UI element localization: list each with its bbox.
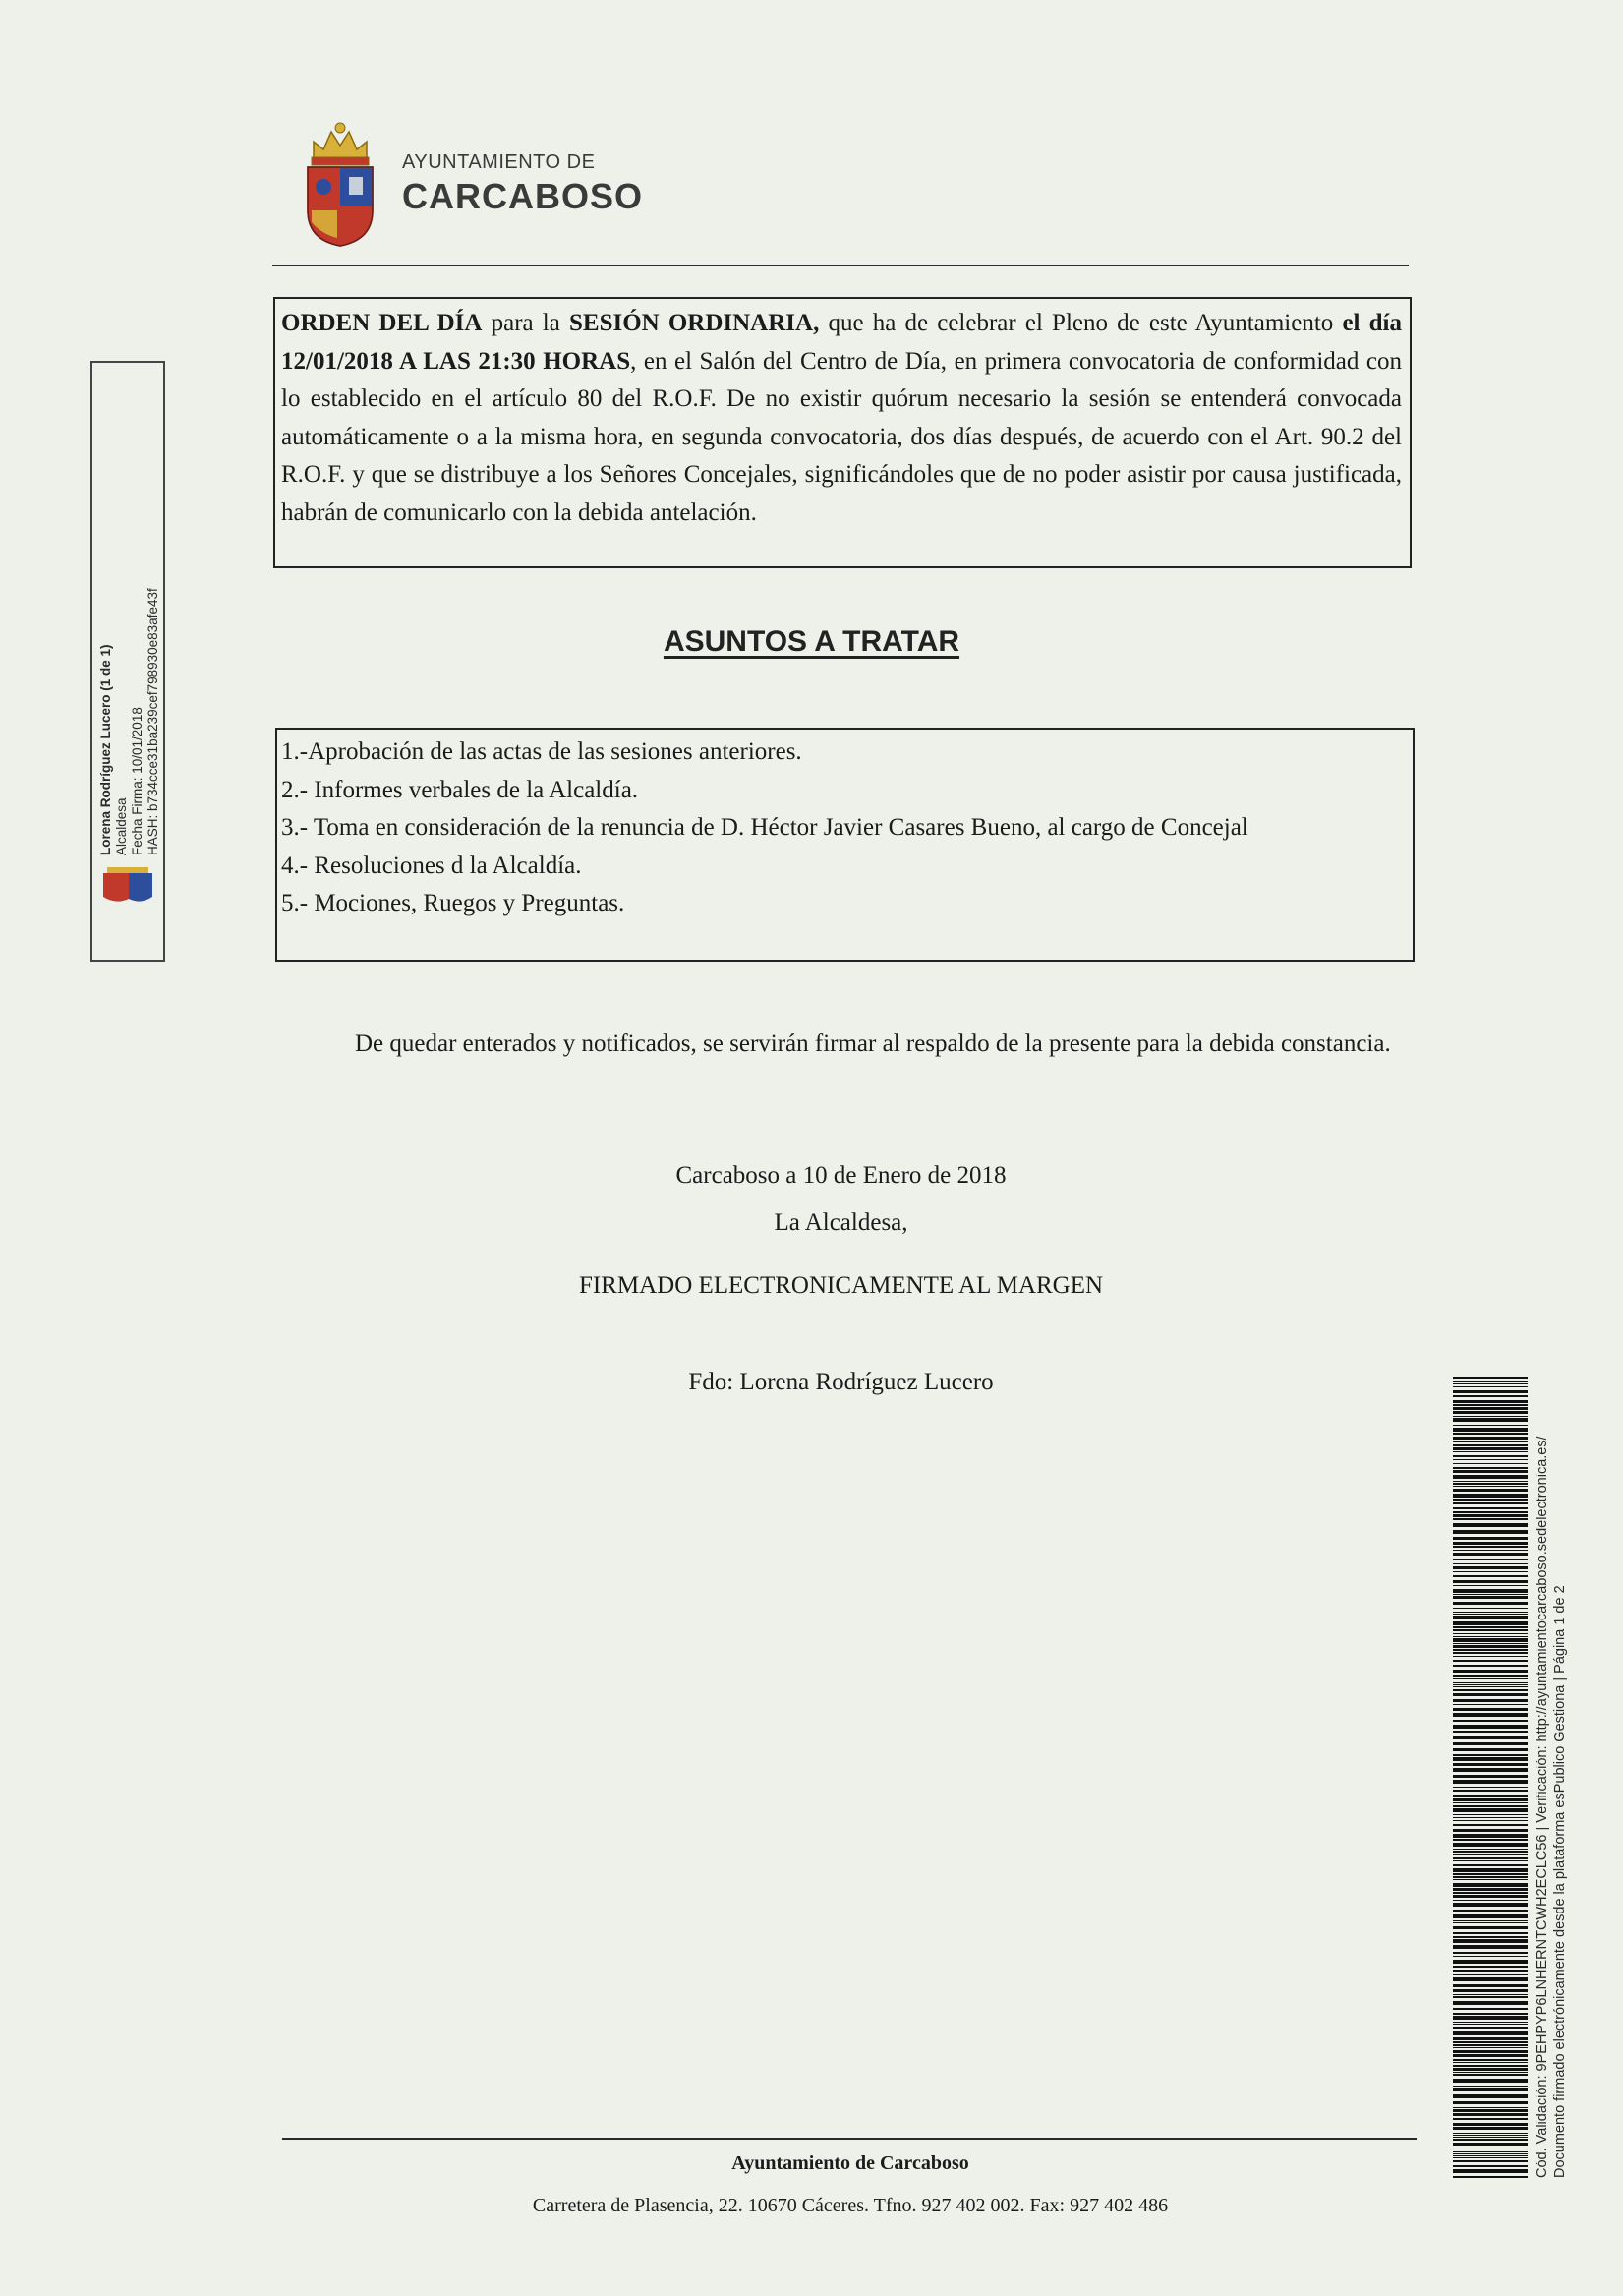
barcode-bar — [1453, 1731, 1528, 1733]
barcode-bar — [1453, 2151, 1528, 2152]
barcode-bar — [1453, 1470, 1528, 1473]
agenda-item: 1.-Aprobación de las actas de las sesiones anteriores. — [281, 738, 802, 765]
barcode-bar — [1453, 1386, 1528, 1387]
barcode-bar — [1453, 1817, 1528, 1818]
barcode-bar — [1453, 1876, 1528, 1878]
barcode-bar — [1453, 1390, 1528, 1393]
barcode-bar — [1453, 1553, 1528, 1556]
barcode-bar — [1453, 1559, 1528, 1560]
barcode-bar — [1453, 2133, 1528, 2134]
barcode-bar — [1453, 1989, 1528, 1992]
barcode-bar — [1453, 1808, 1528, 1812]
barcode-bar — [1453, 1736, 1528, 1739]
barcode-bar — [1453, 2160, 1528, 2162]
barcode-bar — [1453, 1713, 1528, 1717]
barcode-bar — [1453, 2041, 1528, 2043]
barcode-bar — [1453, 1879, 1528, 1880]
barcode-bar — [1453, 1960, 1528, 1964]
barcode-bar — [1453, 1720, 1528, 1722]
barcode-bar — [1453, 2139, 1528, 2141]
barcode-bar — [1453, 1433, 1528, 1435]
verification-line2: Documento firmado electrónicamente desde la plataforma esPublico Gestiona | Página 1 de 2 — [1552, 1585, 1568, 2178]
barcode-bar — [1453, 2008, 1528, 2010]
barcode-bar — [1453, 2109, 1528, 2112]
barcode-bar — [1453, 2176, 1528, 2178]
barcode-bar — [1453, 1589, 1528, 1593]
agenda-box — [275, 728, 1415, 962]
barcode-bar — [1453, 1996, 1528, 1998]
barcode-bar — [1453, 1523, 1528, 1527]
barcode-bar — [1453, 1936, 1528, 1938]
barcode-bar — [1453, 1974, 1528, 1975]
stamp-hash: HASH: b734cce31ba239cef798930e83afe43f — [145, 588, 160, 855]
barcode-bar — [1453, 1571, 1528, 1572]
barcode-bar — [1453, 1926, 1528, 1929]
barcode-bar — [1453, 1643, 1528, 1644]
barcode-bar — [1453, 1892, 1528, 1894]
session-datetime: el día 12/01/2018 A LAS 21:30 HORAS — [281, 310, 1402, 375]
barcode-bar — [1453, 1939, 1528, 1943]
barcode-bar — [1453, 1377, 1528, 1379]
agenda-item: 5.- Mociones, Ruegos y Preguntas. — [281, 890, 625, 916]
barcode-bar — [1453, 1608, 1528, 1609]
barcode-bar — [1453, 1839, 1528, 1841]
barcode-bar — [1453, 1775, 1528, 1778]
footer-title: Ayuntamiento de Carcaboso — [731, 2152, 969, 2174]
barcode — [1453, 1377, 1528, 2179]
notice-text-1: para la — [482, 310, 569, 336]
barcode-bar — [1453, 1483, 1528, 1485]
barcode-bar — [1453, 1416, 1528, 1417]
barcode-bar — [1453, 2031, 1528, 2035]
verification-line1: Cód. Validación: 9PEHPYP6LNHERNTCWH2ECLC56 | Verificación: http://ayuntamientocarcaboso.sedelectronica.es/ — [1535, 1436, 1550, 2178]
stamp-date: Fecha Firma: 10/01/2018 — [130, 707, 145, 855]
barcode-bar — [1453, 1888, 1528, 1891]
barcode-bar — [1453, 1499, 1528, 1501]
barcode-bar — [1453, 2074, 1528, 2076]
barcode-bar — [1453, 1437, 1528, 1440]
barcode-bar — [1453, 1956, 1528, 1957]
barcode-bar — [1453, 2118, 1528, 2120]
barcode-bar — [1453, 1636, 1528, 1637]
signature-stamp-text — [98, 570, 161, 855]
barcode-bar — [1453, 2024, 1528, 2025]
barcode-bar — [1453, 1699, 1528, 1702]
barcode-bar — [1453, 1616, 1528, 1619]
agenda-item: 3.- Toma en consideración de la renuncia de D. Héctor Javier Casares Bueno, al cargo de Concejal — [281, 814, 1248, 841]
barcode-bar — [1453, 1952, 1528, 1954]
stamp-signer: Lorena Rodríguez Lucero (1 de 1) — [98, 644, 113, 855]
barcode-bar — [1453, 2016, 1528, 2020]
barcode-bar — [1453, 1829, 1528, 1832]
barcode-bar — [1453, 1411, 1528, 1414]
barcode-bar — [1453, 1903, 1528, 1907]
barcode-bar — [1453, 2072, 1528, 2073]
barcode-bar — [1453, 1910, 1528, 1912]
barcode-bar — [1453, 2086, 1528, 2087]
barcode-bar — [1453, 2157, 1528, 2158]
closing-paragraph: De quedar enterados y notificados, se servirán firmar al respaldo de la presente para la debida constancia. — [355, 1030, 1391, 1057]
barcode-bar — [1453, 1689, 1528, 1691]
notice-text-2: que ha de celebrar el Pleno de este Ayuntamiento — [819, 310, 1343, 336]
barcode-bar — [1453, 1451, 1528, 1452]
barcode-bar — [1453, 1798, 1528, 1801]
organization-name — [402, 151, 643, 217]
barcode-bar — [1453, 1693, 1528, 1696]
verification-text — [1534, 1372, 1569, 2178]
barcode-bar — [1453, 1546, 1528, 1548]
barcode-bar — [1453, 2153, 1528, 2154]
barcode-bar — [1453, 1994, 1528, 1995]
barcode-bar — [1453, 2079, 1528, 2083]
barcode-bar — [1453, 2001, 1528, 2005]
barcode-bar — [1453, 1441, 1528, 1442]
barcode-bar — [1453, 1768, 1528, 1772]
barcode-bar — [1453, 1754, 1528, 1756]
barcode-bar — [1453, 1489, 1528, 1492]
barcode-bar — [1453, 1675, 1528, 1677]
barcode-bar — [1453, 1686, 1528, 1687]
barcode-bar — [1453, 1507, 1528, 1509]
barcode-bar — [1453, 1511, 1528, 1513]
barcode-bar — [1453, 2165, 1528, 2167]
barcode-bar — [1453, 1475, 1528, 1479]
barcode-bar — [1453, 1481, 1528, 1482]
signer-name: Fdo: Lorena Rodríguez Lucero — [688, 1369, 994, 1395]
barcode-bar — [1453, 1787, 1528, 1788]
barcode-bar — [1453, 1563, 1528, 1564]
barcode-bar — [1453, 2143, 1528, 2146]
small-coat-of-arms-icon — [99, 865, 156, 907]
barcode-bar — [1453, 2050, 1528, 2053]
agenda-item: 4.- Resoluciones d la Alcaldía. — [281, 852, 582, 879]
barcode-bar — [1453, 1629, 1528, 1631]
barcode-bar — [1453, 2022, 1528, 2023]
barcode-bar — [1453, 1566, 1528, 1569]
barcode-bar — [1453, 1660, 1528, 1662]
barcode-bar — [1453, 2135, 1528, 2136]
barcode-bar — [1453, 1596, 1528, 1599]
barcode-bar — [1453, 1802, 1528, 1803]
barcode-bar — [1453, 1824, 1528, 1826]
place-date: Carcaboso a 10 de Enero de 2018 — [675, 1162, 1007, 1189]
barcode-bar — [1453, 1763, 1528, 1766]
barcode-bar — [1453, 1814, 1528, 1815]
barcode-bar — [1453, 1977, 1528, 1981]
footer-rule — [282, 2138, 1417, 2140]
barcode-bar — [1453, 1656, 1528, 1657]
barcode-bar — [1453, 1704, 1528, 1705]
signer-role: La Alcaldesa, — [774, 1209, 908, 1236]
barcode-bar — [1453, 2169, 1528, 2173]
session-type: SESIÓN ORDINARIA, — [568, 310, 820, 336]
barcode-bar — [1453, 2113, 1528, 2116]
barcode-bar — [1453, 1970, 1528, 1972]
barcode-bar — [1453, 1633, 1528, 1634]
header-rule — [272, 265, 1409, 266]
barcode-bar — [1453, 1932, 1528, 1934]
barcode-bar — [1453, 1580, 1528, 1583]
barcode-bar — [1453, 2127, 1528, 2130]
barcode-bar — [1453, 2027, 1528, 2029]
barcode-bar — [1453, 1914, 1528, 1918]
barcode-bar — [1453, 2123, 1528, 2126]
barcode-bar — [1453, 1922, 1528, 1923]
barcode-bar — [1453, 1684, 1528, 1685]
barcode-bar — [1453, 1860, 1528, 1861]
agenda-item: 2.- Informes verbales de la Alcaldía. — [281, 776, 639, 803]
barcode-bar — [1453, 2013, 1528, 2015]
barcode-bar — [1453, 1795, 1528, 1797]
org-line2: CARCABOSO — [402, 175, 644, 216]
barcode-bar — [1453, 1748, 1528, 1751]
barcode-bar — [1453, 1966, 1528, 1968]
barcode-bar — [1453, 1542, 1528, 1545]
barcode-bar — [1453, 1868, 1528, 1872]
barcode-bar — [1453, 1883, 1528, 1887]
barcode-bar — [1453, 1742, 1528, 1745]
barcode-bar — [1453, 1518, 1528, 1520]
barcode-bar — [1453, 1463, 1528, 1464]
barcode-bar — [1453, 1645, 1528, 1648]
letterhead — [300, 120, 643, 248]
barcode-bar — [1453, 2065, 1528, 2067]
barcode-bar — [1453, 2059, 1528, 2061]
barcode-bar — [1453, 1404, 1528, 1406]
barcode-bar — [1453, 1678, 1528, 1679]
barcode-bar — [1453, 1407, 1528, 1410]
barcode-bar — [1453, 1514, 1528, 1517]
barcode-bar — [1453, 1494, 1528, 1498]
stamp-role: Alcaldesa — [114, 797, 129, 855]
barcode-bar — [1453, 1395, 1528, 1397]
barcode-bar — [1453, 1575, 1528, 1577]
barcode-bar — [1453, 1984, 1528, 1987]
notice-title: ORDEN DEL DÍA — [281, 310, 483, 336]
barcode-bar — [1453, 2094, 1528, 2098]
barcode-bar — [1453, 1665, 1528, 1667]
barcode-bar — [1453, 1585, 1528, 1586]
barcode-bar — [1453, 1895, 1528, 1898]
barcode-bar — [1453, 2068, 1528, 2071]
barcode-bar — [1453, 1530, 1528, 1534]
barcode-bar — [1453, 1612, 1528, 1613]
barcode-bar — [1453, 1843, 1528, 1847]
org-line1: AYUNTAMIENTO DE — [402, 150, 596, 173]
barcode-bar — [1453, 1649, 1528, 1651]
barcode-bar — [1453, 1670, 1528, 1673]
barcode-bar — [1453, 1708, 1528, 1711]
barcode-bar — [1453, 1849, 1528, 1850]
barcode-bar — [1453, 1400, 1528, 1403]
barcode-bar — [1453, 1418, 1528, 1422]
barcode-bar — [1453, 1834, 1528, 1838]
barcode-bar — [1453, 1900, 1528, 1901]
barcode-bar — [1453, 1621, 1528, 1625]
barcode-bar — [1453, 1614, 1528, 1615]
barcode-bar — [1453, 1502, 1528, 1504]
barcode-bar — [1453, 2054, 1528, 2057]
barcode-bar — [1453, 1757, 1528, 1761]
barcode-bar — [1453, 1652, 1528, 1654]
barcode-bar — [1453, 1805, 1528, 1807]
barcode-bar — [1453, 1854, 1528, 1855]
barcode-bar — [1453, 1594, 1528, 1595]
barcode-bar — [1453, 1857, 1528, 1859]
barcode-bar — [1453, 1864, 1528, 1866]
footer-address: Carretera de Plasencia, 22. 10670 Cáceres. Tfno. 927 402 002. Fax: 927 402 486 — [532, 2195, 1169, 2216]
barcode-bar — [1453, 1381, 1528, 1382]
coat-of-arms-icon — [300, 120, 380, 248]
barcode-bar — [1453, 2107, 1528, 2108]
barcode-bar — [1453, 2155, 1528, 2156]
barcode-bar — [1453, 1455, 1528, 1457]
barcode-bar — [1453, 1486, 1528, 1487]
barcode-bar — [1453, 2044, 1528, 2046]
barcode-bar — [1453, 1682, 1528, 1683]
barcode-bar — [1453, 1790, 1528, 1792]
barcode-bar — [1453, 1873, 1528, 1875]
barcode-bar — [1453, 1820, 1528, 1821]
barcode-bar — [1453, 1425, 1528, 1426]
notice-text-3: , en el Salón del Centro de Día, en primera convocatoria de conformidad con lo establecido en el artículo 80 del R.O.F. De no existir quórum necesario la sesión se entenderá convocada automáticamente o a la misma hora, en segunda convocatoria, dos días después, de acuerdo con el Art. 90.2 del R.O.F. y que se distribuye a los Señores Concejales, significándoles que de no poder asistir por causa justificada, habrán de comunicarlo con la debida antelación. — [281, 347, 1402, 526]
electronic-signature-note: FIRMADO ELECTRONICAMENTE AL MARGEN — [578, 1272, 1104, 1299]
agenda-heading: ASUNTOS A TRATAR — [663, 625, 960, 658]
barcode-bar — [1453, 1945, 1528, 1949]
barcode-bar — [1453, 1428, 1528, 1432]
barcode-bar — [1453, 1725, 1528, 1729]
barcode-bar — [1453, 1444, 1528, 1446]
barcode-bar — [1453, 2037, 1528, 2040]
barcode-bar — [1453, 1626, 1528, 1628]
barcode-bar — [1453, 1780, 1528, 1784]
barcode-bar — [1453, 2101, 1528, 2104]
barcode-bar — [1453, 1459, 1528, 1460]
barcode-bar — [1453, 2088, 1528, 2091]
barcode-bar — [1453, 2062, 1528, 2063]
barcode-bar — [1453, 1447, 1528, 1450]
barcode-bar — [1453, 2137, 1528, 2138]
meeting-notice-box — [273, 297, 1412, 568]
barcode-bar — [1453, 1638, 1528, 1642]
barcode-bar — [1453, 1383, 1528, 1384]
barcode-bar — [1453, 1467, 1528, 1469]
barcode-bar — [1453, 1602, 1528, 1605]
barcode-bar — [1453, 1920, 1528, 1921]
barcode-bar — [1453, 1537, 1528, 1540]
barcode-bar — [1453, 1550, 1528, 1551]
barcode-bar — [1453, 2047, 1528, 2048]
barcode-bar — [1453, 1851, 1528, 1853]
